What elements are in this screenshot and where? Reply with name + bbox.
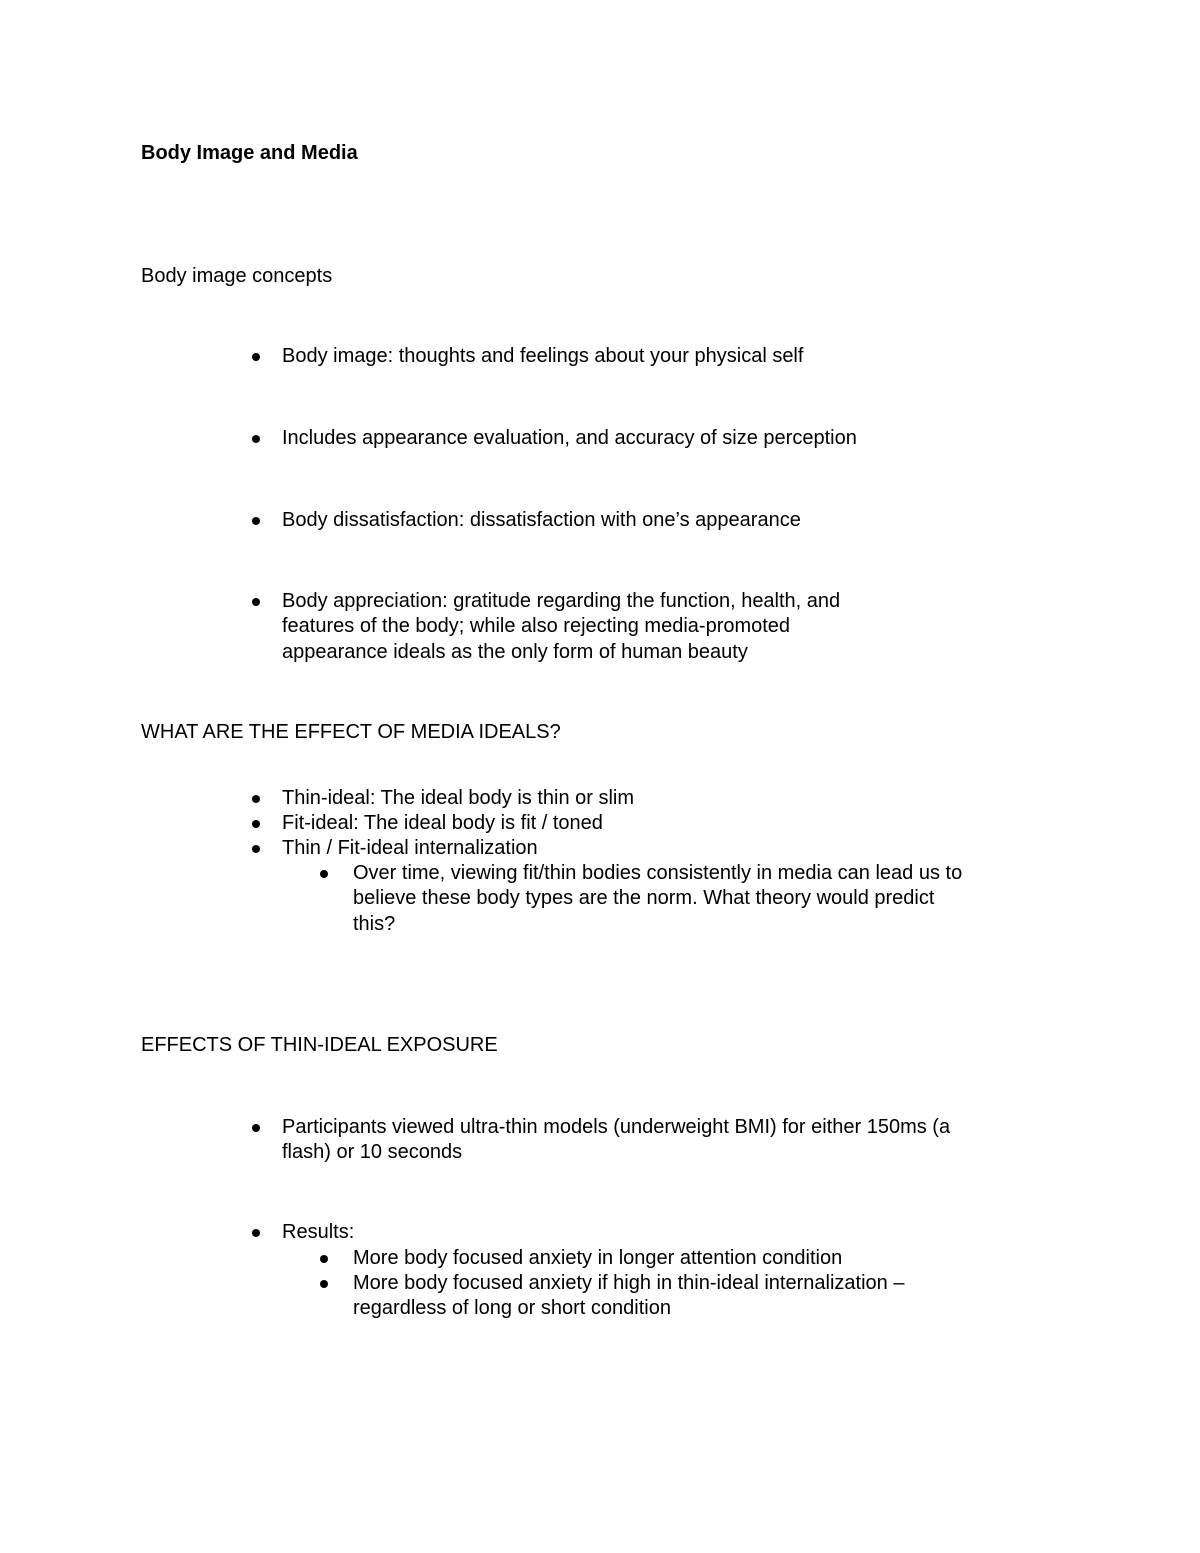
document-title: Body Image and Media <box>141 142 358 164</box>
bullet-icon <box>320 1255 328 1263</box>
sub-list-item-continuation: believe these body types are the norm. What theory would predict <box>353 887 935 909</box>
list-item: Body image: thoughts and feelings about your physical self <box>282 345 804 367</box>
bullet-icon <box>252 435 260 443</box>
section-heading: EFFECTS OF THIN-IDEAL EXPOSURE <box>141 1034 498 1056</box>
section-heading: WHAT ARE THE EFFECT OF MEDIA IDEALS? <box>141 721 561 743</box>
bullet-icon <box>252 845 260 853</box>
list-item: Fit-ideal: The ideal body is fit / toned <box>282 812 603 834</box>
section-heading: Body image concepts <box>141 265 333 287</box>
sub-list-item-continuation: this? <box>353 913 396 935</box>
list-item: Participants viewed ultra-thin models (underweight BMI) for either 150ms (a <box>282 1116 951 1138</box>
bullet-icon <box>252 820 260 828</box>
sub-list-item-continuation: regardless of long or short condition <box>353 1297 671 1319</box>
list-item: Body dissatisfaction: dissatisfaction with one’s appearance <box>282 509 801 531</box>
bullet-icon <box>320 870 328 878</box>
sub-list-item: Over time, viewing fit/thin bodies consistently in media can lead us to <box>353 862 963 884</box>
bullet-icon <box>320 1280 328 1288</box>
list-item: Thin / Fit-ideal internalization <box>282 837 538 859</box>
bullet-icon <box>252 1229 260 1237</box>
list-item-continuation: features of the body; while also rejecting media-promoted <box>282 615 791 637</box>
sub-list-item: More body focused anxiety in longer attention condition <box>353 1247 843 1269</box>
bullet-icon <box>252 795 260 803</box>
list-item: Results: <box>282 1221 355 1243</box>
bullet-icon <box>252 517 260 525</box>
list-item: Thin-ideal: The ideal body is thin or slim <box>282 787 635 809</box>
list-item-continuation: flash) or 10 seconds <box>282 1141 463 1163</box>
bullet-icon <box>252 1124 260 1132</box>
sub-list-item: More body focused anxiety if high in thin-ideal internalization – <box>353 1272 905 1294</box>
bullet-icon <box>252 353 260 361</box>
list-item: Body appreciation: gratitude regarding the function, health, and <box>282 590 841 612</box>
list-item: Includes appearance evaluation, and accuracy of size perception <box>282 427 857 449</box>
list-item-continuation: appearance ideals as the only form of human beauty <box>282 641 748 663</box>
bullet-icon <box>252 598 260 606</box>
